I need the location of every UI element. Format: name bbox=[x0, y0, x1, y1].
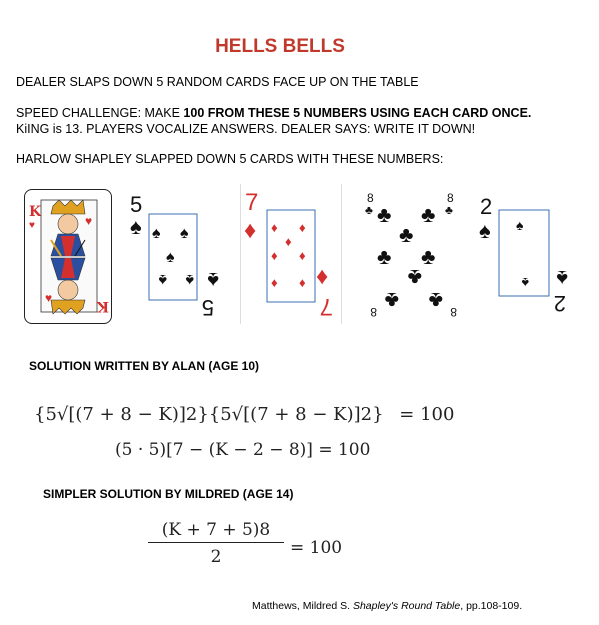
svg-text:7: 7 bbox=[319, 293, 333, 320]
mildred-fraction bbox=[148, 520, 284, 567]
mildred-rhs: = 100 bbox=[290, 538, 343, 558]
card-king-of-hearts bbox=[24, 189, 112, 324]
svg-text:♦: ♦ bbox=[299, 275, 306, 290]
svg-text:♠: ♠ bbox=[166, 249, 175, 266]
intro-line-2-normal: SPEED CHALLENGE: MAKE bbox=[16, 106, 184, 120]
citation-pages: , pp.108-109. bbox=[460, 600, 523, 612]
card-rank-2-top: 2 bbox=[480, 194, 493, 219]
mildred-heading: SIMPLER SOLUTION BY MILDRED (AGE 14) bbox=[43, 487, 294, 501]
alan-eq1-right: = 100 bbox=[399, 404, 455, 425]
svg-text:♠: ♠ bbox=[152, 225, 161, 242]
card-seven-of-diamonds bbox=[240, 184, 342, 324]
card-eight-of-clubs bbox=[363, 186, 460, 326]
alan-equation-2: (5 · 5)[7 − (K − 2 − 8)] = 100 bbox=[115, 440, 371, 460]
svg-text:♠: ♠ bbox=[158, 271, 167, 288]
card-rank-k-top: K bbox=[29, 204, 42, 220]
citation bbox=[252, 600, 522, 612]
card-rank-7-top: 7 bbox=[245, 189, 259, 216]
alan-eq1-left: {5√[(7 + 8 − K)]2}{5√[(7 + 8 − K)]2} bbox=[34, 404, 384, 425]
svg-text:8: 8 bbox=[450, 305, 457, 319]
intro-line-4: HARLOW SHAPLEY SLAPPED DOWN 5 CARDS WITH THESE NUMBERS: bbox=[16, 152, 444, 166]
svg-text:♣: ♣ bbox=[407, 265, 422, 290]
svg-text:8: 8 bbox=[370, 305, 377, 319]
intro-line-1: DEALER SLAPS DOWN 5 RANDOM CARDS FACE UP ON THE TABLE bbox=[16, 75, 419, 89]
svg-text:♣: ♣ bbox=[399, 222, 414, 247]
card-rank-k-bottom: K bbox=[96, 298, 109, 314]
svg-text:♠: ♠ bbox=[516, 217, 524, 233]
card-five-of-spades bbox=[126, 188, 218, 323]
svg-text:♣: ♣ bbox=[421, 202, 436, 227]
card-two-of-spades bbox=[472, 190, 578, 322]
svg-text:♣: ♣ bbox=[445, 203, 453, 217]
card-suit-heart-small: ♥ bbox=[29, 220, 35, 231]
card-rank-5-top: 5 bbox=[130, 192, 143, 217]
svg-text:5: 5 bbox=[201, 295, 214, 320]
svg-text:♠: ♠ bbox=[479, 218, 491, 243]
alan-heading: SOLUTION WRITTEN BY ALAN (AGE 10) bbox=[29, 359, 260, 373]
svg-text:♠: ♠ bbox=[556, 266, 568, 291]
mildred-numerator: (K + 7 + 5)8 bbox=[148, 520, 284, 543]
card-rank-8-top: 8 bbox=[367, 191, 374, 205]
svg-text:♦: ♦ bbox=[299, 220, 306, 235]
svg-text:♦: ♦ bbox=[271, 220, 278, 235]
svg-text:♣: ♣ bbox=[384, 288, 399, 313]
svg-text:♦: ♦ bbox=[316, 263, 329, 290]
citation-title: Shapley's Round Table bbox=[352, 600, 461, 612]
intro-line-3: KiING is 13. PLAYERS VOCALIZE ANSWERS. DEALER SAYS: WRITE IT DOWN! bbox=[16, 122, 476, 136]
svg-text:♣: ♣ bbox=[377, 244, 392, 269]
intro-line-2-bold: 100 FROM THESE 5 NUMBERS USING EACH CARD ONCE. bbox=[183, 106, 532, 120]
heart-pip-top: ♥ bbox=[85, 214, 93, 228]
heart-pip-bottom: ♥ bbox=[45, 291, 53, 305]
svg-text:♠: ♠ bbox=[207, 268, 219, 293]
svg-text:♠: ♠ bbox=[521, 275, 529, 291]
svg-text:♠: ♠ bbox=[185, 271, 194, 288]
king-of-hearts-art bbox=[25, 190, 113, 325]
club-icon: ♣ bbox=[365, 203, 373, 217]
mildred-denominator: 2 bbox=[210, 547, 222, 567]
citation-author: Matthews, Mildred S. bbox=[252, 600, 353, 612]
svg-text:8: 8 bbox=[447, 191, 454, 205]
alan-equation-1 bbox=[34, 404, 454, 425]
svg-text:♣: ♣ bbox=[428, 288, 443, 313]
svg-text:♣: ♣ bbox=[377, 202, 392, 227]
svg-text:♦: ♦ bbox=[271, 248, 278, 263]
spade-icon: ♠ bbox=[130, 214, 142, 239]
intro-line-2 bbox=[16, 106, 531, 120]
svg-text:♦: ♦ bbox=[299, 248, 306, 263]
svg-text:2: 2 bbox=[553, 291, 566, 316]
page-title: HELLS BELLS bbox=[215, 36, 345, 57]
svg-text:♦: ♦ bbox=[271, 275, 278, 290]
svg-text:♠: ♠ bbox=[180, 225, 189, 242]
diamond-icon: ♦ bbox=[244, 217, 257, 244]
svg-text:♣: ♣ bbox=[421, 244, 436, 269]
svg-text:♦: ♦ bbox=[285, 234, 292, 249]
